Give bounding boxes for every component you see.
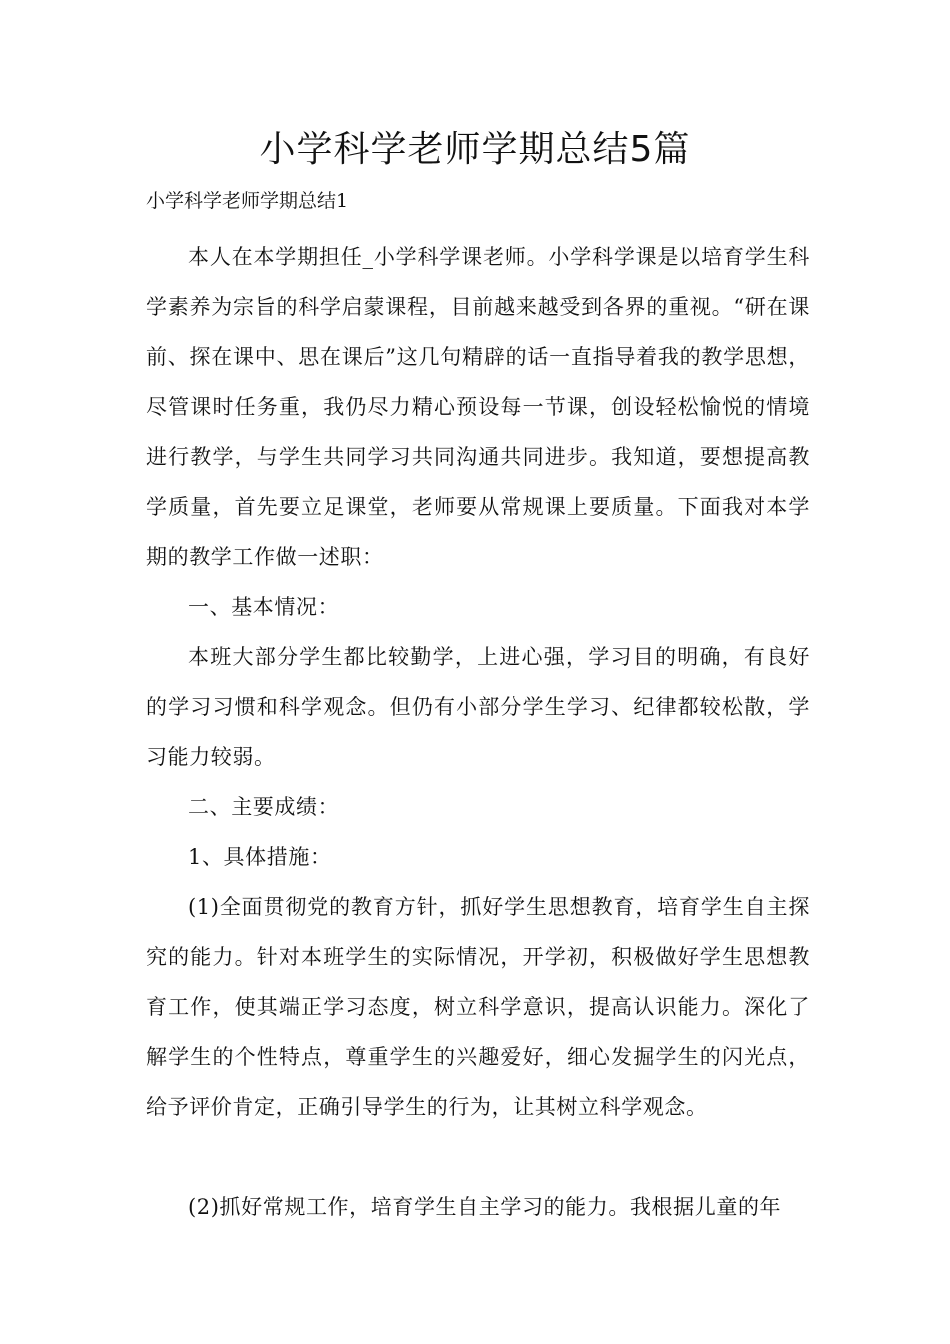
paragraph-measure-2: (2)抓好常规工作，培育学生自主学习的能力。我根据儿童的年 — [188, 1195, 782, 1219]
heading-main-achievements: 二、主要成绩： — [188, 795, 340, 819]
section-subtitle: 小学科学老师学期总结1 — [146, 190, 349, 212]
heading-specific-measures: 1、具体措施： — [188, 845, 332, 869]
document-body — [146, 232, 810, 1232]
heading-basic-situation: 一、基本情况： — [188, 595, 340, 619]
document-title: 小学科学老师学期总结5篇 — [259, 129, 691, 170]
paragraph-gap — [146, 1132, 810, 1182]
paragraph-basic-situation: 本班大部分学生都比较勤学，上进心强，学习目的明确，有良好的学习习惯和科学观念。但仍有小部分学生学习、纪律都较松散，学习能力较弱。 — [146, 645, 810, 769]
paragraph-measure-1: (1)全面贯彻党的教育方针，抓好学生思想教育，培育学生自主探究的能力。针对本班学生的实际情况，开学初，积极做好学生思想教育工作，使其端正学习态度，树立科学意识，提高认识能力。深化了解学生的个性特点，尊重学生的兴趣爱好，细心发掘学生的闪光点，给予评价肯定，正确引导学生的行为，让其树立科学观念。 — [146, 895, 810, 1119]
paragraph-intro: 本人在本学期担任_小学科学课老师。小学科学课是以培育学生科学素养为宗旨的科学启蒙课程，目前越来越受到各界的重视。“研在课前、探在课中、思在课后”这几句精辟的话一直指导着我的教学思想，尽管课时任务重，我仍尽力精心预设每一节课，创设轻松愉悦的情境进行教学，与学生共同学习共同沟通共同进步。我知道，要想提高教学质量，首先要立足课堂，老师要从常规课上要质量。下面我对本学期的教学工作做一述职： — [146, 245, 810, 569]
